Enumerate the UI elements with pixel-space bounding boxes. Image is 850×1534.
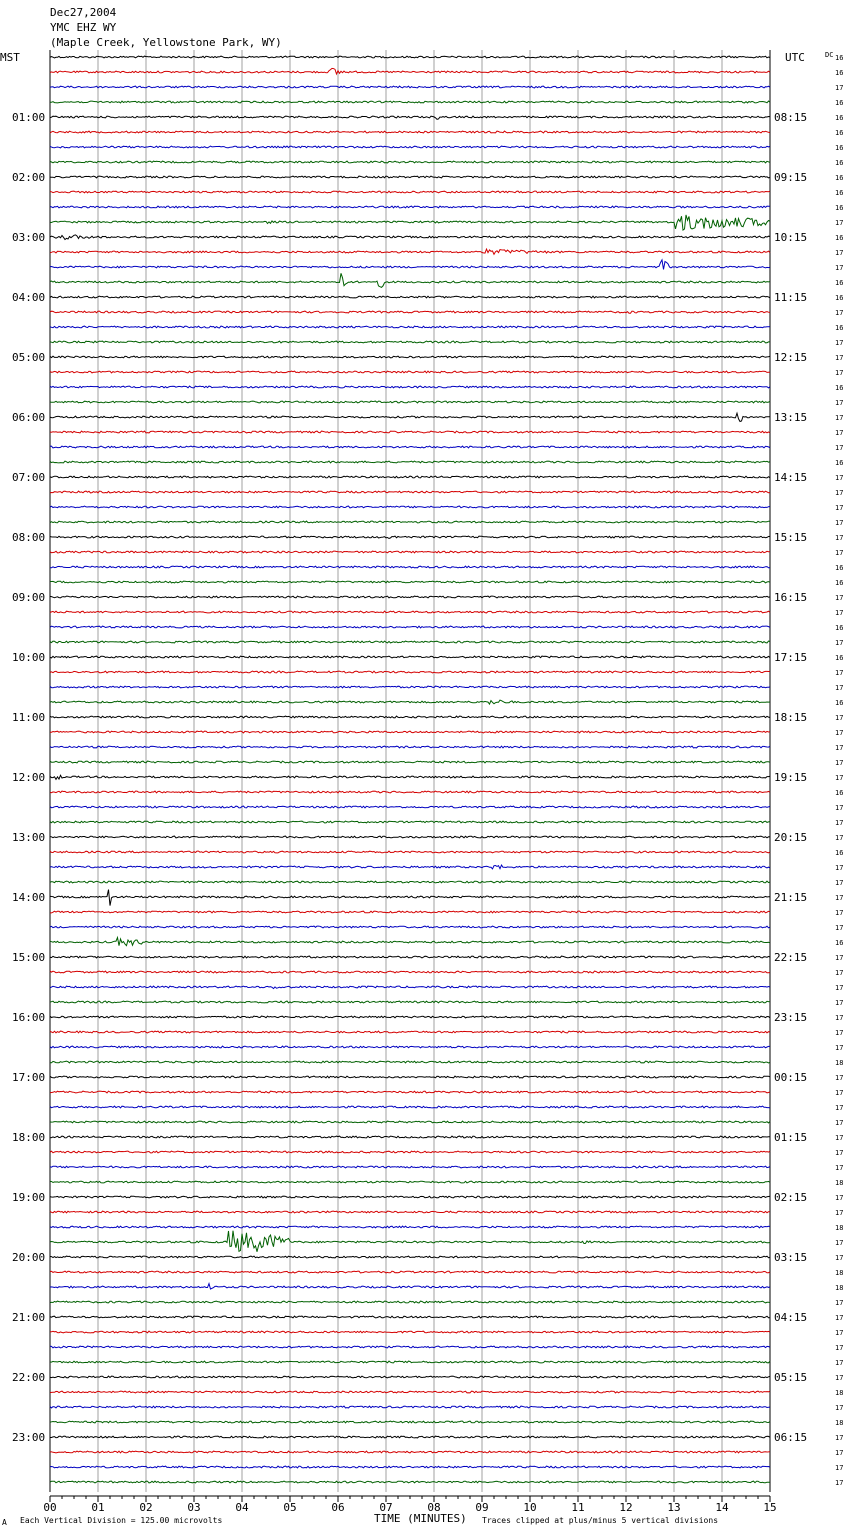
mst-hour-label: 13:00 xyxy=(12,831,46,844)
dc-offset-label: 17 xyxy=(835,309,844,317)
utc-hour-label: 15:15 xyxy=(774,531,808,544)
seismic-trace xyxy=(50,1121,770,1123)
seismic-trace xyxy=(50,249,770,254)
seismic-trace xyxy=(50,521,770,523)
x-tick-label: 03 xyxy=(187,1501,201,1514)
dc-offset-label: 17 xyxy=(835,954,844,962)
utc-hour-label: 17:15 xyxy=(774,651,808,664)
seismic-trace xyxy=(50,356,770,358)
seismic-trace xyxy=(50,1284,770,1289)
dc-offset-label: 16 xyxy=(835,654,844,662)
utc-hour-label: 19:15 xyxy=(774,771,808,784)
dc-offset-label: 17 xyxy=(835,1149,844,1157)
dc-offset-label: 17 xyxy=(835,909,844,917)
seismic-trace xyxy=(50,1196,770,1198)
seismic-trace xyxy=(50,775,770,779)
left-timezone-label: MST xyxy=(0,51,20,64)
utc-hour-label: 00:15 xyxy=(774,1071,808,1084)
dc-offset-label: 17 xyxy=(835,1254,844,1262)
seismic-trace xyxy=(50,881,770,883)
seismic-trace xyxy=(50,146,770,148)
seismic-trace xyxy=(50,716,770,718)
dc-offset-label: 17 xyxy=(835,834,844,842)
dc-offset-label: 16 xyxy=(835,849,844,857)
seismic-trace xyxy=(50,581,770,583)
mst-hour-label: 09:00 xyxy=(12,591,46,604)
seismic-trace xyxy=(50,1301,770,1303)
mst-hour-label: 20:00 xyxy=(12,1251,46,1264)
seismic-trace xyxy=(50,1231,770,1252)
seismic-trace xyxy=(50,506,770,508)
seismic-trace xyxy=(50,986,770,989)
seismic-trace xyxy=(50,1091,770,1093)
dc-offset-label: 17 xyxy=(835,984,844,992)
dc-offset-label: 17 xyxy=(835,1194,844,1202)
utc-hour-label: 12:15 xyxy=(774,351,808,364)
dc-offset-label: 17 xyxy=(835,684,844,692)
seismic-trace xyxy=(50,326,770,328)
dc-offset-label: 17 xyxy=(835,1029,844,1037)
seismic-trace xyxy=(50,68,770,74)
dc-offset-label: 17 xyxy=(835,249,844,257)
x-tick-label: 12 xyxy=(619,1501,633,1514)
trace-group xyxy=(50,56,770,1483)
mst-hour-label: 03:00 xyxy=(12,231,46,244)
seismic-trace xyxy=(50,971,770,973)
dc-offset-label: 17 xyxy=(835,1329,844,1337)
seismic-trace xyxy=(50,791,770,793)
dc-offset-label: 17 xyxy=(835,864,844,872)
dc-offset-label: 17 xyxy=(835,1464,844,1472)
utc-hour-label: 02:15 xyxy=(774,1191,808,1204)
utc-hour-label: 16:15 xyxy=(774,591,808,604)
seismic-trace xyxy=(50,806,770,808)
x-tick-label: 08 xyxy=(427,1501,441,1514)
dc-offset-label: 17 xyxy=(835,489,844,497)
x-tick-label: 15 xyxy=(763,1501,777,1514)
seismic-trace xyxy=(50,1151,770,1153)
seismic-trace xyxy=(50,341,770,343)
x-tick-label: 05 xyxy=(283,1501,297,1514)
mst-hour-label: 22:00 xyxy=(12,1371,46,1384)
dc-offset-label: 17 xyxy=(835,399,844,407)
utc-hour-labels xyxy=(774,111,807,1444)
utc-hour-label: 22:15 xyxy=(774,951,808,964)
seismic-trace xyxy=(50,1256,770,1258)
utc-hour-label: 06:15 xyxy=(774,1431,808,1444)
seismic-trace xyxy=(50,413,770,421)
dc-offset-label: 16 xyxy=(835,279,844,287)
seismic-trace xyxy=(50,536,770,538)
seismic-trace xyxy=(50,446,770,448)
seismic-trace xyxy=(50,1211,770,1213)
utc-hour-label: 10:15 xyxy=(774,231,808,244)
seismic-trace xyxy=(50,1166,770,1168)
dc-offset-label: 16 xyxy=(835,114,844,122)
seismic-trace xyxy=(50,1436,770,1438)
dc-offset-labels xyxy=(835,54,843,1487)
dc-offset-label: 16 xyxy=(835,699,844,707)
dc-offset-label: 17 xyxy=(835,1074,844,1082)
mst-hour-label: 01:00 xyxy=(12,111,46,124)
dc-offset-label: 18 xyxy=(835,1419,844,1427)
seismic-trace xyxy=(50,1016,770,1018)
seismic-trace xyxy=(50,1421,770,1423)
dc-offset-label: 16 xyxy=(835,129,844,137)
dc-offset-label: 17 xyxy=(835,729,844,737)
x-tick-label: 14 xyxy=(715,1501,729,1514)
seismic-trace xyxy=(50,551,770,553)
dc-offset-label: 17 xyxy=(835,1299,844,1307)
dc-offset-label: 17 xyxy=(835,759,844,767)
seismic-trace xyxy=(50,671,770,673)
dc-offset-label: 18 xyxy=(835,1059,844,1067)
dc-offset-label: 17 xyxy=(835,414,844,422)
dc-offset-label: 16 xyxy=(835,54,844,62)
seismic-trace xyxy=(50,1466,770,1468)
seismic-trace xyxy=(50,101,770,103)
seismic-trace xyxy=(50,656,770,658)
mst-hour-label: 02:00 xyxy=(12,171,46,184)
seismic-trace xyxy=(50,566,770,568)
dc-offset-label: 17 xyxy=(835,999,844,1007)
seismic-trace xyxy=(50,235,770,240)
dc-offset-label: 17 xyxy=(835,969,844,977)
seismic-trace xyxy=(50,1481,770,1483)
dc-offset-label: 17 xyxy=(835,429,844,437)
dc-offset-label: 18 xyxy=(835,1224,844,1232)
seismic-trace xyxy=(50,56,770,58)
seismic-trace xyxy=(50,1271,770,1273)
dc-offset-label: 17 xyxy=(835,219,844,227)
seismic-trace xyxy=(50,926,770,928)
dc-offset-label: 17 xyxy=(835,354,844,362)
seismic-trace xyxy=(50,911,770,913)
mst-hour-label: 08:00 xyxy=(12,531,46,544)
seismic-trace xyxy=(50,1316,770,1318)
dc-offset-label: 16 xyxy=(835,189,844,197)
mst-hour-label: 16:00 xyxy=(12,1011,46,1024)
seismic-trace xyxy=(50,746,770,748)
mst-hour-label: 15:00 xyxy=(12,951,46,964)
mst-hour-label: 21:00 xyxy=(12,1311,46,1324)
dc-offset-label: 17 xyxy=(835,1104,844,1112)
x-axis-title: TIME (MINUTES) xyxy=(374,1512,467,1525)
clip-note: Traces clipped at plus/minus 5 vertical divisions xyxy=(482,1516,719,1525)
utc-hour-label: 03:15 xyxy=(774,1251,808,1264)
utc-hour-label: 18:15 xyxy=(774,711,808,724)
dc-offset-label: 17 xyxy=(835,609,844,617)
dc-offset-label: 16 xyxy=(835,144,844,152)
seismic-trace xyxy=(50,1376,770,1378)
mst-hour-label: 07:00 xyxy=(12,471,46,484)
mst-hour-label: 23:00 xyxy=(12,1431,46,1444)
x-tick-label: 13 xyxy=(667,1501,681,1514)
dc-offset-label: 16 xyxy=(835,384,844,392)
x-tick-label: 10 xyxy=(523,1501,537,1514)
utc-hour-label: 14:15 xyxy=(774,471,808,484)
dc-offset-label: 17 xyxy=(835,1119,844,1127)
seismic-trace xyxy=(50,761,770,763)
utc-hour-label: 08:15 xyxy=(774,111,808,124)
x-tick-label: 00 xyxy=(43,1501,57,1514)
seismic-trace xyxy=(50,206,770,208)
utc-hour-label: 04:15 xyxy=(774,1311,808,1324)
dc-offset-label: 17 xyxy=(835,639,844,647)
seismic-trace xyxy=(50,215,770,230)
seismic-trace xyxy=(50,1331,770,1333)
mst-hour-label: 19:00 xyxy=(12,1191,46,1204)
seismic-trace xyxy=(50,491,770,493)
utc-hour-label: 20:15 xyxy=(774,831,808,844)
seismic-trace xyxy=(50,821,770,823)
seismic-trace xyxy=(50,1181,770,1183)
seismic-trace xyxy=(50,401,770,403)
dc-offset-label: 17 xyxy=(835,1374,844,1382)
x-tick-label: 06 xyxy=(331,1501,345,1514)
location-label: (Maple Creek, Yellowstone Park, WY) xyxy=(50,36,282,49)
mst-hour-label: 12:00 xyxy=(12,771,46,784)
dc-offset-label: 17 xyxy=(835,519,844,527)
seismic-trace xyxy=(50,865,770,869)
dc-offset-label: 17 xyxy=(835,819,844,827)
seismic-trace xyxy=(50,731,770,733)
dc-offset-label: 17 xyxy=(835,1404,844,1412)
dc-offset-label: 16 xyxy=(835,324,844,332)
dc-offset-label: 16 xyxy=(835,624,844,632)
dc-offset-label: 18 xyxy=(835,1389,844,1397)
dc-offset-label: 17 xyxy=(835,549,844,557)
dc-offset-label: 17 xyxy=(835,744,844,752)
seismic-trace xyxy=(50,686,770,688)
dc-offset-label: 17 xyxy=(835,1134,844,1142)
seismic-trace xyxy=(50,1031,770,1033)
dc-offset-label: 17 xyxy=(835,1344,844,1352)
dc-offset-label: 16 xyxy=(835,69,844,77)
x-tick-label: 01 xyxy=(91,1501,105,1514)
seismic-trace xyxy=(50,956,770,958)
mst-hour-label: 11:00 xyxy=(12,711,46,724)
dc-offset-label: 18 xyxy=(835,1269,844,1277)
dc-offset-label: 16 xyxy=(835,579,844,587)
seismic-trace xyxy=(50,176,770,178)
seismic-trace xyxy=(50,1451,770,1453)
dc-offset-label: 16 xyxy=(835,204,844,212)
dc-offset-label: 17 xyxy=(835,1314,844,1322)
seismic-trace xyxy=(50,1361,770,1363)
seismic-trace xyxy=(50,260,770,270)
seismic-trace xyxy=(50,273,770,287)
dc-offset-label: 17 xyxy=(835,669,844,677)
scale-mark: A xyxy=(2,1518,7,1527)
dc-offset-label: 17 xyxy=(835,444,844,452)
seismic-trace xyxy=(50,1061,770,1063)
seismic-trace xyxy=(50,626,770,628)
dc-offset-label: 16 xyxy=(835,459,844,467)
seismic-trace xyxy=(50,611,770,613)
seismic-trace xyxy=(50,296,770,298)
dc-offset-label: 17 xyxy=(835,369,844,377)
seismic-trace xyxy=(50,641,770,643)
seismic-trace xyxy=(50,311,770,313)
seismic-trace xyxy=(50,1046,770,1048)
dc-offset-label: 18 xyxy=(835,1179,844,1187)
right-timezone-label: UTC xyxy=(785,51,805,64)
dc-offset-label: 17 xyxy=(835,474,844,482)
dc-offset-label: 16 xyxy=(835,99,844,107)
utc-hour-label: 13:15 xyxy=(774,411,808,424)
dc-offset-label: 16 xyxy=(835,159,844,167)
dc-offset-label: 17 xyxy=(835,534,844,542)
seismic-trace xyxy=(50,431,770,433)
dc-offset-label: 18 xyxy=(835,1284,844,1292)
seismic-trace xyxy=(50,1226,770,1228)
dc-offset-label: 17 xyxy=(835,1434,844,1442)
utc-hour-label: 01:15 xyxy=(774,1131,808,1144)
mst-hour-labels xyxy=(12,111,45,1444)
seismic-trace xyxy=(50,1001,770,1003)
x-tick-label: 02 xyxy=(139,1501,153,1514)
seismic-trace xyxy=(50,1136,770,1138)
dc-offset-label: 17 xyxy=(835,924,844,932)
seismic-trace xyxy=(50,1391,770,1393)
dc-offset-label: 17 xyxy=(835,774,844,782)
x-tick-label: 09 xyxy=(475,1501,489,1514)
date-label: Dec27,2004 xyxy=(50,6,117,19)
dc-offset-label: 17 xyxy=(835,1014,844,1022)
dc-offset-label: 17 xyxy=(835,1209,844,1217)
x-tick-label: 07 xyxy=(379,1501,393,1514)
utc-hour-label: 11:15 xyxy=(774,291,808,304)
dc-offset-label: 17 xyxy=(835,879,844,887)
seismic-trace xyxy=(50,461,770,463)
dc-offset-label: 16 xyxy=(835,789,844,797)
dc-offset-label: 17 xyxy=(835,894,844,902)
mst-hour-label: 05:00 xyxy=(12,351,46,364)
dc-offset-label: 17 xyxy=(835,714,844,722)
seismic-trace xyxy=(50,1076,770,1078)
dc-offset-label: 16 xyxy=(835,294,844,302)
seismic-trace xyxy=(50,386,770,388)
utc-hour-label: 09:15 xyxy=(774,171,808,184)
dc-offset-label: 17 xyxy=(835,1239,844,1247)
scale-note: Each Vertical Division = 125.00 microvolts xyxy=(20,1516,223,1525)
dc-header-label: DC xyxy=(825,51,834,59)
seismic-trace xyxy=(50,191,770,193)
mst-hour-label: 17:00 xyxy=(12,1071,46,1084)
seismic-trace xyxy=(50,836,770,838)
utc-hour-label: 21:15 xyxy=(774,891,808,904)
seismic-trace xyxy=(50,116,770,119)
mst-hour-label: 18:00 xyxy=(12,1131,46,1144)
dc-offset-label: 17 xyxy=(835,339,844,347)
x-tick-label: 11 xyxy=(571,1501,585,1514)
dc-offset-label: 17 xyxy=(835,1359,844,1367)
seismic-trace xyxy=(50,596,770,598)
station-label: YMC EHZ WY xyxy=(50,21,117,34)
seismic-trace xyxy=(50,938,770,946)
seismic-trace xyxy=(50,131,770,133)
dc-offset-label: 16 xyxy=(835,939,844,947)
dc-offset-label: 16 xyxy=(835,174,844,182)
dc-offset-label: 17 xyxy=(835,84,844,92)
seismic-trace xyxy=(50,1346,770,1348)
mst-hour-label: 10:00 xyxy=(12,651,46,664)
dc-offset-label: 17 xyxy=(835,1164,844,1172)
dc-offset-label: 17 xyxy=(835,594,844,602)
dc-offset-label: 17 xyxy=(835,1044,844,1052)
dc-offset-label: 17 xyxy=(835,504,844,512)
utc-hour-label: 05:15 xyxy=(774,1371,808,1384)
mst-hour-label: 06:00 xyxy=(12,411,46,424)
mst-hour-label: 14:00 xyxy=(12,891,46,904)
seismic-trace xyxy=(50,371,770,373)
dc-offset-label: 17 xyxy=(835,264,844,272)
seismic-trace xyxy=(50,86,770,88)
dc-offset-label: 17 xyxy=(835,804,844,812)
dc-offset-label: 17 xyxy=(835,1479,844,1487)
seismic-trace xyxy=(50,476,770,478)
seismic-trace xyxy=(50,1106,770,1108)
seismic-trace xyxy=(50,700,770,704)
dc-offset-label: 16 xyxy=(835,564,844,572)
utc-hour-label: 23:15 xyxy=(774,1011,808,1024)
x-tick-label: 04 xyxy=(235,1501,249,1514)
seismic-trace xyxy=(50,161,770,163)
mst-hour-label: 04:00 xyxy=(12,291,46,304)
dc-offset-label: 17 xyxy=(835,1089,844,1097)
seismic-trace xyxy=(50,1406,770,1408)
seismic-trace xyxy=(50,851,770,853)
seismic-trace xyxy=(50,890,770,906)
dc-offset-label: 17 xyxy=(835,1449,844,1457)
dc-offset-label: 16 xyxy=(835,234,844,242)
